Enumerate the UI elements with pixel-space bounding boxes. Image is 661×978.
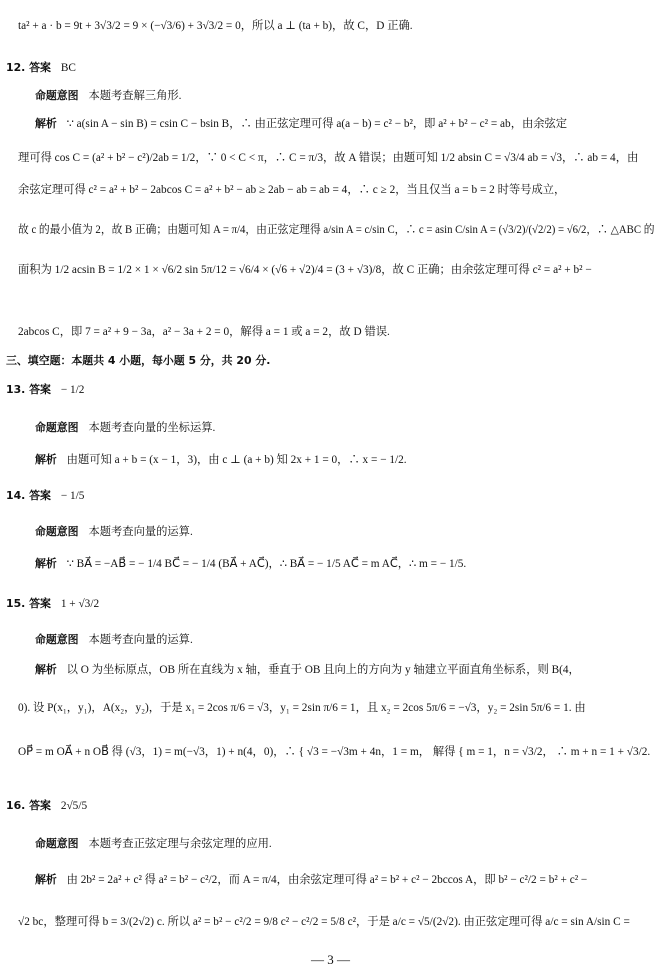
question-number: 16. 答案 (6, 799, 51, 812)
labeled-line (35, 556, 655, 572)
section-heading: 三、填空题：本题共 4 小题，每小题 5 分，共 20 分. (6, 354, 271, 367)
labeled-line (35, 420, 655, 436)
line-label: 命题意图 (35, 837, 79, 850)
answer-value: − 1/5 (60, 490, 85, 502)
question-number: 12. 答案 (6, 61, 51, 74)
line-text: 本题考查向量的运算. (88, 634, 193, 646)
line-label: 命题意图 (35, 525, 79, 538)
question-answer-line (6, 60, 655, 76)
page-number: — 3 — (311, 952, 350, 967)
answer-value: BC (60, 62, 76, 74)
line-label: 命题意图 (35, 89, 79, 102)
paragraph-line: √2 bc，整理可得 b = 3/(2√2) c. 所以 a² = b² − c²/2 = 9/8 c² − c²/2 = 5/8 c²，于是 a/c = √5/(2√2). 由正弦定理可得 a/c = sin A/sin C = (18, 916, 630, 928)
line-text: 由 2b² = 2a² + c² 得 a² = b² − c²/2，而 A = π/4，由余弦定理可得 a² = b² + c² − 2bccos A，即 b² − c²/2 = b² + c² − (66, 874, 588, 886)
line-label: 命题意图 (35, 421, 79, 434)
paragraph-line: 理可得 cos C = (a² + b² − c²)/2ab = 1/2，∵ 0 < C < π，∴ C = π/3，故 A 错误；由题可知 1/2 absin C = √3/4 ab = √3，∴ ab = 4，由 (18, 152, 639, 164)
line-text: 以 O 为坐标原点，OB 所在直线为 x 轴，垂直于 OB 且向上的方向为 y 轴建立平面直角坐标系，则 B(4， (66, 664, 580, 676)
paragraph-line: 余弦定理可得 c² = a² + b² − 2abcos C = a² + b² − ab ≥ 2ab − ab = ab = 4，∴ c ≥ 2，当且仅当 a = b = 2 时等号成立， (18, 184, 566, 196)
answer-value: 2√5/5 (60, 800, 88, 812)
labeled-line (35, 524, 655, 540)
line-label: 解析 (35, 453, 57, 466)
line-text: 本题考查向量的运算. (88, 526, 193, 538)
question-answer-line (6, 488, 655, 504)
answer-value: − 1/2 (60, 384, 85, 396)
labeled-line (35, 872, 655, 888)
paragraph-line: ta² + a · b = 9t + 3√3/2 = 9 × (−√3/6) + 3√3/2 = 0，所以 a ⊥ (ta + b)，故 C，D 正确. (18, 20, 413, 32)
line-text: ∵ BA⃗ = −AB⃗ = − 1/4 BC⃗ = − 1/4 (BA⃗ + AC⃗)，∴ BA⃗ = − 1/5 AC⃗ = m AC⃗，∴ m = − 1/5. (66, 558, 467, 570)
question-answer-line (6, 382, 655, 398)
line-text: ∵ a(sin A − sin B) = csin C − bsin B，∴ 由正弦定理可得 a(a − b) = c² − b²，即 a² + b² − c² = ab，由余弦定 (66, 118, 568, 130)
answer-value: 1 + √3/2 (60, 598, 100, 610)
paragraph-line: 0). 设 P(x₁，y₁)，A(x₂，y₂)，于是 x₁ = 2cos π/6 = √3，y₁ = 2sin π/6 = 1，且 x₂ = 2cos 5π/6 = −√3，y₂ = 2sin 5π/6 = 1. 由 (18, 702, 586, 714)
labeled-line (35, 116, 655, 132)
labeled-line (35, 88, 655, 104)
paragraph-line: 故 c 的最小值为 2，故 B 正确；由题可知 A = π/4，由正弦定理得 a/sin A = c/sin C，∴ c = asin C/sin A = (√3/2)/(√2/2) = √6/2，∴ △ABC 的 (18, 224, 655, 236)
paragraph-line: 面积为 1/2 acsin B = 1/2 × 1 × √6/2 sin 5π/12 = √6/4 × (√6 + √2)/4 = (3 + √3)/8，故 C 正确；由余弦定理可得 c² = a² + b² − (18, 264, 592, 276)
labeled-line (35, 836, 655, 852)
labeled-line (35, 662, 655, 678)
line-label: 解析 (35, 873, 57, 886)
question-number: 14. 答案 (6, 489, 51, 502)
question-answer-line (6, 798, 655, 814)
line-label: 命题意图 (35, 633, 79, 646)
line-text: 本题考查向量的坐标运算. (88, 422, 216, 434)
paragraph-line: 2abcos C，即 7 = a² + 9 − 3a，a² − 3a + 2 = 0，解得 a = 1 或 a = 2，故 D 错误. (18, 326, 390, 338)
question-number: 13. 答案 (6, 383, 51, 396)
line-label: 解析 (35, 663, 57, 676)
line-text: 本题考查解三角形. (88, 90, 182, 102)
labeled-line (35, 452, 655, 468)
paragraph-line: OP⃗ = m OA⃗ + n OB⃗ 得 (√3，1) = m(−√3，1) + n(4，0)，∴ { √3 = −√3m + 4n，1 = m， 解得 { m = 1，n = √3/2， ∴ m + n = 1 + √3/2. (18, 746, 651, 758)
line-label: 解析 (35, 557, 57, 570)
question-number: 15. 答案 (6, 597, 51, 610)
labeled-line (35, 632, 655, 648)
line-label: 解析 (35, 117, 57, 130)
question-answer-line (6, 596, 655, 612)
line-text: 由题可知 a + b = (x − 1，3)，由 c ⊥ (a + b) 知 2x + 1 = 0，∴ x = − 1/2. (66, 454, 407, 466)
line-text: 本题考查正弦定理与余弦定理的应用. (88, 838, 272, 850)
